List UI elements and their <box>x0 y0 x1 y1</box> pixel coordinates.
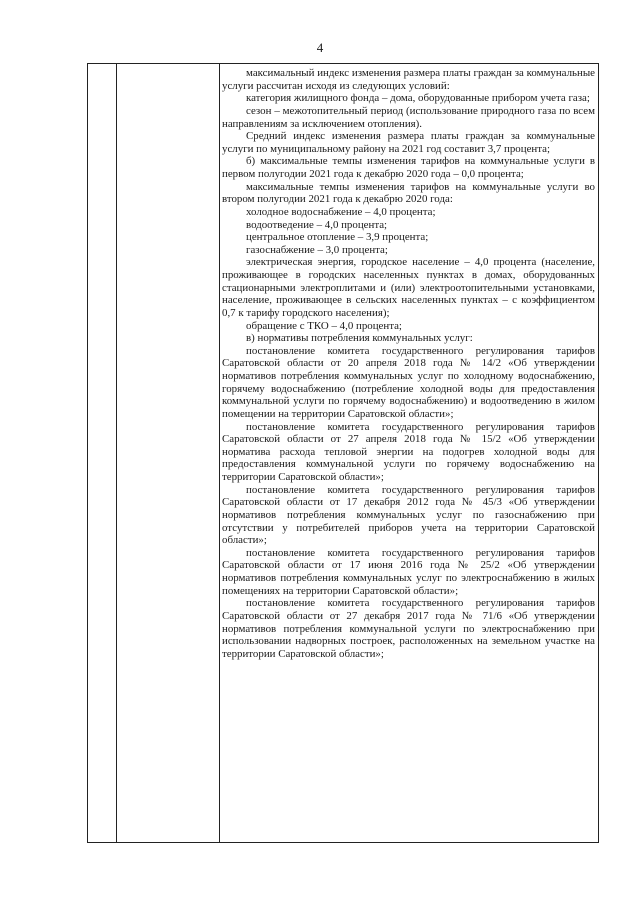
paragraph: постановление комитета государственного регулирования тарифов Саратовской области от 20 апреля 2018 года № 14/2 «Об утверждении нормативов потребления коммунальных услуг по холодному водоснабжению, горячему водоснабжению (потребление холодной воды для предоставления коммунальной услуги по горячему водоснабжению) и водоотведению в жилом помещении на территории Саратовской области»; <box>222 344 595 420</box>
paragraph: постановление комитета государственного регулирования тарифов Саратовской области от 17 декабря 2012 года № 45/3 «Об утверждении нормативов потребления коммунальных услуг по газоснабжению при отсутствии у потребителей приборов учета на территории Саратовской области»; <box>222 483 595 547</box>
paragraph: электрическая энергия, городское население – 4,0 процента (население, проживающее в городских населенных пунктах в домах, оборудованных стационарными электроплитами и (или) электроотопительными установками, население, проживающее в сельских населенных пунктах – с коэффициентом 0,7 к тарифу городского населения); <box>222 256 595 319</box>
paragraph: постановление комитета государственного регулирования тарифов Саратовской области от 27 декабря 2017 года № 71/6 «Об утверждении нормативов потребления коммунальной услуги по электроснабжению при использовании надворных построек, расположенных на земельном участке на территории Саратовской области»; <box>222 597 595 660</box>
paragraph: газоснабжение – 3,0 процента; <box>246 243 388 256</box>
paragraph: водоотведение – 4,0 процента; <box>246 218 388 231</box>
content-cell <box>222 67 595 840</box>
page-number: 4 <box>316 40 324 55</box>
paragraph: максимальные темпы изменения тарифов на коммунальные услуги во втором полугодии 2021 года к декабрю 2020 года: <box>222 180 595 206</box>
paragraph: постановление комитета государственного регулирования тарифов Саратовской области от 17 июня 2016 года № 25/2 «Об утверждении нормативов потребления коммунальных услуг по электроснабжению в жилых помещениях на территории Саратовской области»; <box>222 546 595 597</box>
column-divider <box>116 64 117 842</box>
paragraph: максимальный индекс изменения размера платы граждан за коммунальные услуги рассчитан исходя из следующих условий: <box>222 67 595 92</box>
paragraph: центральное отопление – 3,9 процента; <box>246 231 429 244</box>
paragraph: категория жилищного фонда – дома, оборудованные прибором учета газа; <box>246 92 590 105</box>
paragraph: сезон – межотопительный период (использование природного газа по всем направлениям за исключением отопления). <box>222 104 595 130</box>
paragraph: в) нормативы потребления коммунальных услуг: <box>246 332 473 345</box>
paragraph: обращение с ТКО – 4,0 процента; <box>246 319 402 332</box>
document-table <box>87 63 599 843</box>
column-divider <box>219 64 220 842</box>
paragraph: Средний индекс изменения размера платы граждан за коммунальные услуги по муниципальному району на 2021 год составит 3,7 процента; <box>222 130 595 155</box>
paragraph: б) максимальные темпы изменения тарифов на коммунальные услуги в первом полугодии 2021 года к декабрю 2020 года – 0,0 процента; <box>222 155 595 180</box>
paragraph: холодное водоснабжение – 4,0 процента; <box>246 205 436 218</box>
paragraph: постановление комитета государственного регулирования тарифов Саратовской области от 27 апреля 2018 года № 15/2 «Об утверждении норматива расхода тепловой энергии на подогрев холодной воды для предоставления коммунальной услуги по горячему водоснабжению на территории Саратовской области»; <box>222 420 595 483</box>
